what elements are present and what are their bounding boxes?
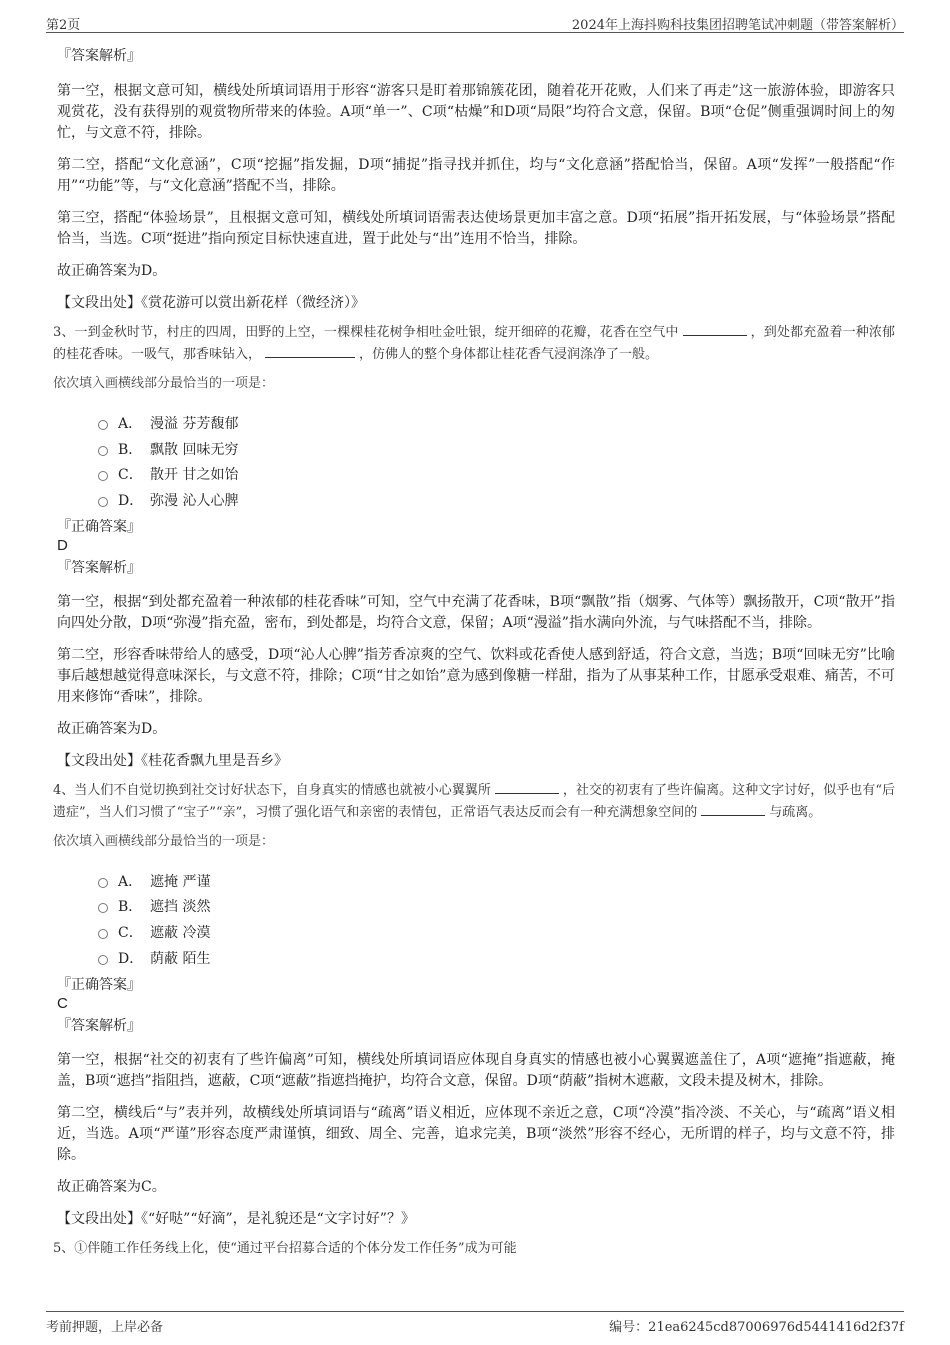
q3-option-a[interactable]: A． 漫溢 芬芳馥郁 <box>57 410 895 436</box>
q3-option-c[interactable]: C． 散开 甘之如饴 <box>57 461 895 487</box>
radio-icon[interactable] <box>98 903 108 913</box>
radio-icon[interactable] <box>98 878 108 888</box>
q4-option-b[interactable]: B． 遮挡 淡然 <box>57 893 895 919</box>
radio-icon[interactable] <box>98 497 108 507</box>
q3-question: 3、一到金秋时节，村庄的四周，田野的上空，一棵棵桂花树争相吐金吐银，绽开细碎的花瓣，花香在空气中 ，到处都充盈着一种浓郁的桂花香味。一吸气，那香味钻入， ，仿佛人的整个身体都让桂花香气浸润涤净了一般。 <box>53 325 895 362</box>
footer-slogan: 考前押题，上岸必备 <box>46 1320 164 1335</box>
radio-icon[interactable] <box>98 955 108 965</box>
q3-conclusion: 故正确答案为D。 <box>57 720 167 737</box>
q3-option-b[interactable]: B． 飘散 回味无穷 <box>57 436 895 462</box>
blank-line <box>495 781 559 794</box>
q3-option-d[interactable]: D． 弥漫 沁人心脾 <box>57 487 895 513</box>
radio-icon[interactable] <box>98 446 108 456</box>
document-title: 2024年上海抖购科技集团招聘笔试冲刺题（带答案解析） <box>571 18 904 33</box>
document-id: 编号：21ea6245cd87006976d5441416d2f37f <box>609 1320 904 1335</box>
correct-answer-label: 『正确答案』 <box>57 518 141 535</box>
analysis-label: 『答案解析』 <box>57 559 141 576</box>
q4-conclusion: 故正确答案为C。 <box>57 1178 166 1195</box>
q4-source: 【文段出处】《“好哒”“好滴”，是礼貌还是“文字讨好”？》 <box>57 1210 415 1227</box>
q3-analysis-2: 第二空，形容香味带给人的感受，D项“沁人心脾”指芳香凉爽的空气、饮料或花香使人感到舒适，符合文意，当选；B项“回味无穷”比喻事后越想越觉得意味深长，与文意不符，排除；C项“甘之如饴”意为感到像糖一样甜，指为了从事某种工作，甘愿承受艰难、痛苦，不可用来修饰“香味”，排除。 <box>57 646 895 705</box>
radio-icon[interactable] <box>98 929 108 939</box>
page-content <box>53 46 895 1260</box>
page-number: 第2页 <box>46 18 81 33</box>
q2-analysis-1: 第一空，根据文意可知，横线处所填词语用于形容“游客只是盯着那锦簇花团，随着花开花败，人们来了再走”这一旅游体验，即游客只观赏花，没有获得别的观赏物所带来的体验。A项“单一”、C项“枯燥”和D项“局限”均符合文意，保留。B项“仓促”侧重强调时间上的匆忙，与文意不符，排除。 <box>57 83 895 141</box>
q3-options <box>57 410 895 513</box>
q2-conclusion: 故正确答案为D。 <box>57 263 167 279</box>
q2-source: 【文段出处】《赏花游可以赏出新花样（微经济）》 <box>57 295 365 311</box>
q4-analysis-1: 第一空，根据“社交的初衷有了些许偏离”可知，横线处所填词语应体现自身真实的情感也被小心翼翼遮盖住了，A项“遮掩”指遮蔽，掩盖，B项“遮挡”指阻挡，遮蔽，C项“遮蔽”指遮挡掩护，均符合文意，保留。D项“荫蔽”指树木遮蔽，文段未提及树木，排除。 <box>57 1051 895 1089</box>
q4-options <box>57 868 895 971</box>
analysis-label: 『答案解析』 <box>57 48 141 64</box>
q3-analysis-1: 第一空，根据“到处都充盈着一种浓郁的桂花香味”可知，空气中充满了花香味，B项“飘散”指（烟雾、气体等）飘扬散开，C项“散开”指向四处分散，D项“弥漫”指充盈，密布，到处都是，均符合文意，保留；A项“漫溢”指水满向外流，与气味搭配不当，排除。 <box>57 593 895 631</box>
q3-answer: D <box>57 536 68 554</box>
q3-source: 【文段出处】《桂花香飘九里是吾乡》 <box>57 752 288 769</box>
page-footer <box>46 1311 904 1334</box>
q2-analysis-2: 第二空，搭配“文化意涵”，C项“挖掘”指发掘，D项“捕捉”指寻找并抓住，均与“文化意涵”搭配恰当，保留。A项“发挥”一般搭配“作用”“功能”等，与“文化意涵”搭配不当，排除。 <box>57 157 895 194</box>
q4-option-d[interactable]: D． 荫蔽 陌生 <box>57 945 895 971</box>
blank-line <box>265 345 355 358</box>
page-header <box>46 12 904 33</box>
radio-icon[interactable] <box>98 420 108 430</box>
q4-answer: C <box>57 994 68 1012</box>
q3-instruction: 依次填入画横线部分最恰当的一项是： <box>53 376 275 391</box>
q5-question: 5、①伴随工作任务线上化，使“通过平台招募合适的个体分发工作任务”成为可能 <box>53 1240 517 1256</box>
q4-option-c[interactable]: C． 遮蔽 冷漠 <box>57 919 895 945</box>
q4-question: 4、当人们不自觉切换到社交讨好状态下，自身真实的情感也就被小心翼翼所 ，社交的初衷有了些许偏离。这种文字讨好，似乎也有“后遗症”，当人们习惯了“宝子”“亲”，习惯了强化语气和亲密的表情包，正常语气表达反而会有一种充满想象空间的 与疏离。 <box>53 782 895 820</box>
q4-option-a[interactable]: A． 遮掩 严谨 <box>57 868 895 894</box>
correct-answer-label: 『正确答案』 <box>57 976 141 993</box>
blank-line <box>683 323 747 336</box>
blank-line <box>701 803 765 816</box>
q4-instruction: 依次填入画横线部分最恰当的一项是： <box>53 833 275 849</box>
q2-analysis-3: 第三空，搭配“体验场景”，且根据文意可知，横线处所填词语需表达使场景更加丰富之意。D项“拓展”指开拓发展，与“体验场景”搭配恰当，当选。C项“挺进”指向预定目标快速直进，置于此处与“出”连用不恰当，排除。 <box>57 210 895 247</box>
radio-icon[interactable] <box>98 471 108 481</box>
analysis-label: 『答案解析』 <box>57 1017 141 1034</box>
q4-analysis-2: 第二空，横线后“与”表并列，故横线处所填词语与“疏离”语义相近，应体现不亲近之意，C项“冷漠”指冷淡、不关心，与“疏离”语义相近，当选。A项“严谨”形容态度严肃谨慎，细致、周全、完善，追求完美，B项“淡然”形容不经心，无所谓的样子，均与文意不符，排除。 <box>57 1104 895 1163</box>
